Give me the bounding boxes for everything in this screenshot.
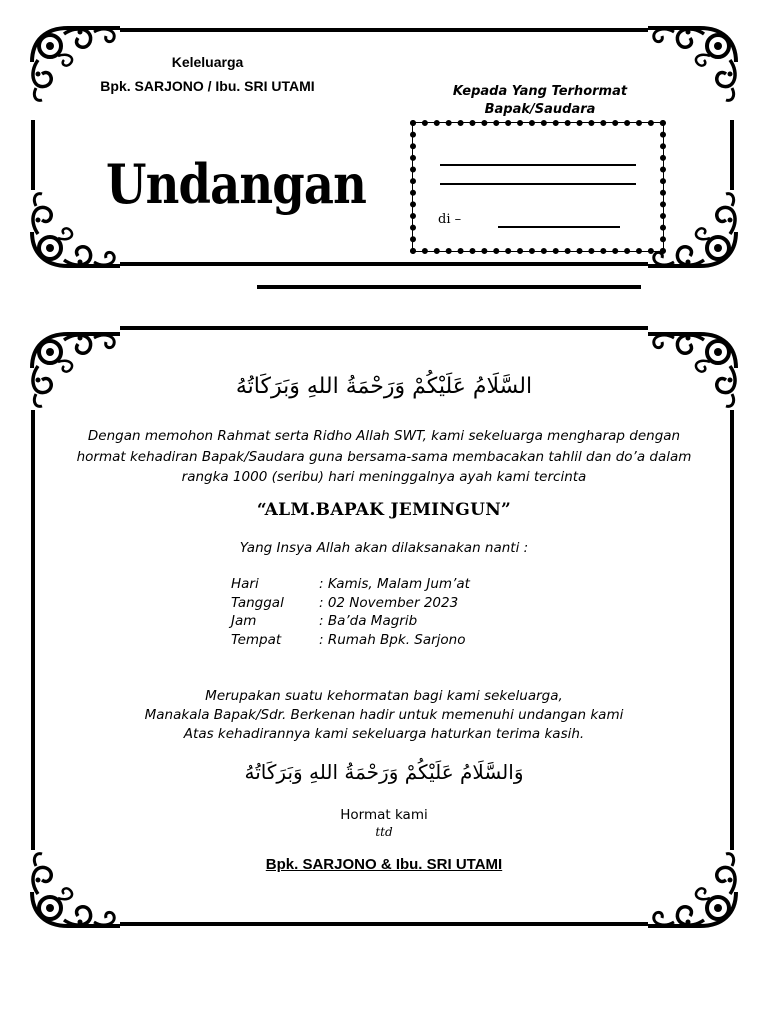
corner-ornament-icon (28, 328, 128, 408)
closing-line: Manakala Bapak/Sdr. Berkenan hadir untuk memenuhi undangan kami (144, 707, 624, 723)
closing-line: Atas kehadirannya kami sekeluarga haturkan terima kasih. (183, 726, 585, 742)
address-line (498, 226, 620, 228)
detail-label: Tanggal (231, 595, 284, 611)
letter-border-right (730, 410, 734, 850)
letter-border-left (31, 410, 35, 850)
farewell-arabic: وَالسَّلَامُ عَلَيْكُمْ وَرَحْمَةُ اللهِ وَبَرَكَاتُهُ (244, 760, 524, 784)
address-box (410, 120, 666, 254)
detail-value: : Kamis, Malam Jum’at (319, 576, 470, 592)
detail-label: Hari (231, 576, 259, 592)
addressee-line1: Kepada Yang Terhormat (452, 84, 628, 99)
envelope-border-bottom (120, 262, 648, 266)
envelope-border-top (120, 28, 648, 32)
detail-label: Tempat (231, 632, 282, 648)
family-names: Bpk. SARJONO / Ibu. SRI UTAMI (100, 78, 315, 94)
family-prefix: Keleluarga (171, 54, 244, 70)
closing-line: Merupakan suatu kehormatan bagi kami sekeluarga, (205, 688, 563, 704)
address-line (440, 183, 636, 185)
intro-line: hormat kehadiran Bapak/Saudara guna bersama-sama membacakan tahlil dan do’a dalam (76, 449, 692, 465)
signatories: Bpk. SARJONO & Ibu. SRI UTAMI (265, 856, 503, 873)
detail-value: : 02 November 2023 (319, 595, 459, 611)
letter-border-bottom (120, 922, 648, 926)
detail-value: : Ba’da Magrib (319, 613, 418, 629)
letter-border-top (120, 326, 648, 330)
envelope-border-left (31, 120, 35, 190)
address-line (440, 164, 636, 166)
regards: Hormat kami (340, 807, 428, 823)
envelope-title: Undangan (106, 152, 367, 216)
schedule-intro: Yang Insya Allah akan dilaksanakan nanti : (239, 540, 529, 556)
intro-line: rangka 1000 (seribu) hari meninggalnya ayah kami tercinta (181, 469, 587, 485)
envelope-border-right (730, 120, 734, 190)
di-label: di – (438, 212, 462, 227)
divider (257, 285, 641, 289)
detail-value: : Rumah Bpk. Sarjono (319, 632, 466, 648)
greeting-arabic: السَّلَامُ عَلَيْكُمْ وَرَحْمَةُ اللهِ وَبَرَكَاتُهُ (235, 374, 533, 399)
intro-line: Dengan memohon Rahmat serta Ridho Allah SWT, kami sekeluarga mengharap dengan (87, 428, 681, 444)
addressee-line2: Bapak/Saudara (484, 102, 596, 117)
detail-label: Jam (231, 613, 257, 629)
corner-ornament-icon (640, 328, 740, 408)
deceased-name: “ALM.BAPAK JEMINGUN” (256, 500, 512, 520)
ttd: ttd (375, 825, 393, 839)
